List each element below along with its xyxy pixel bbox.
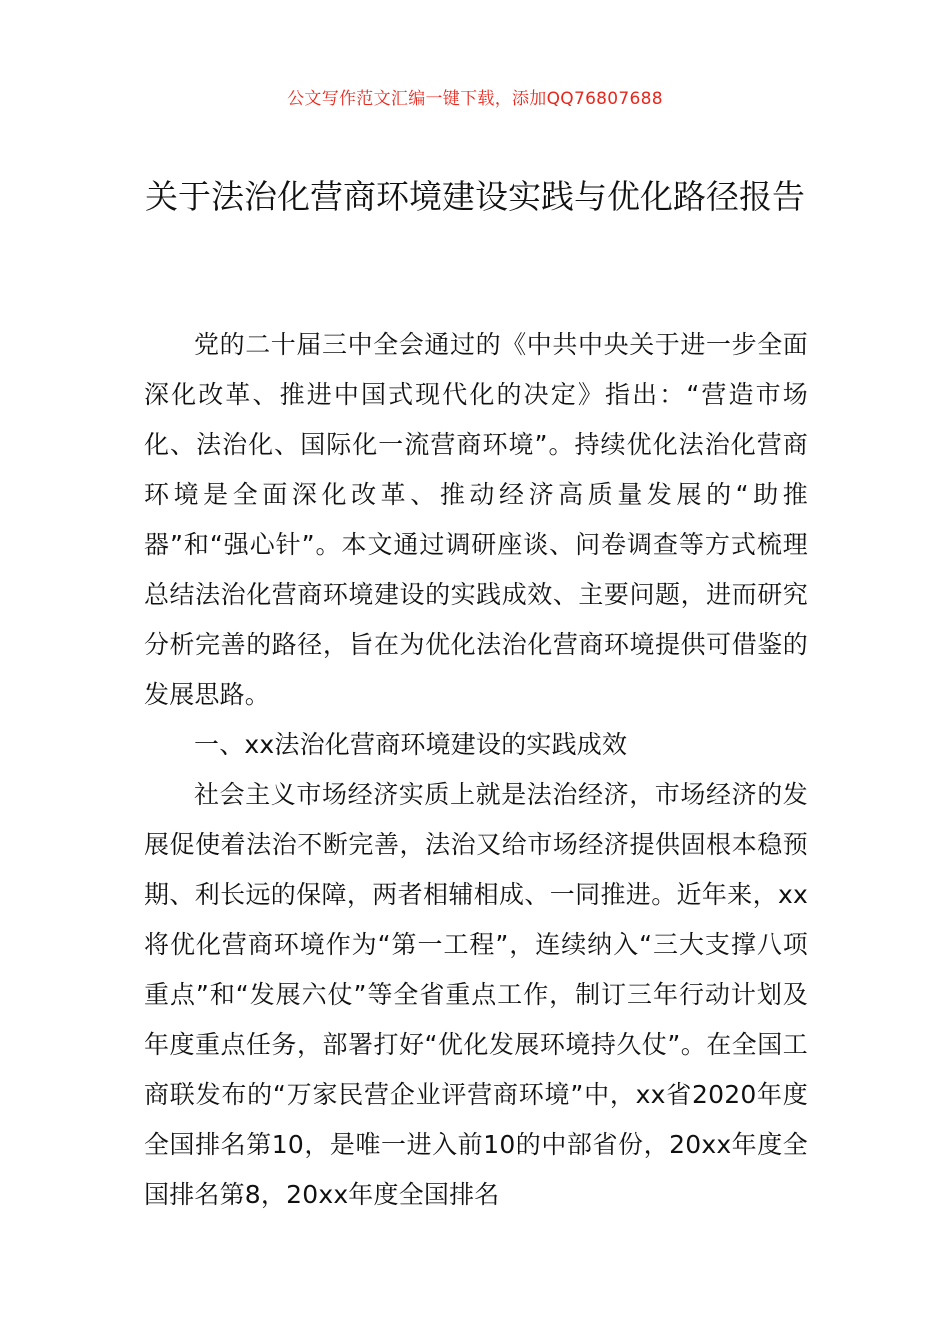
section-heading: 一、xx法治化营商环境建设的实践成效 bbox=[194, 730, 628, 759]
intro-paragraph: 党的二十届三中全会通过的《中共中央关于进一步全面深化改革、推进中国式现代化的决定》指出：“营造市场化、法治化、国际化一流营商环境”。持续优化法治化营商环境是全面深化改革、推动经济高质量发展的“助推器”和“强心针”。本文通过调研座谈、问卷调查等方式梳理总结法治化营商环境建设的实践成效、主要问题，进而研究分析完善的路径，旨在为优化法治化营商环境提供可借鉴的发展思路。 bbox=[144, 330, 808, 709]
document-body bbox=[144, 320, 808, 1220]
promo-header-text[interactable]: 公文写作范文汇编一键下载，添加QQ76807688 bbox=[287, 89, 663, 109]
section-paragraph: 社会主义市场经济实质上就是法治经济，市场经济的发展促使着法治不断完善，法治又给市场经济提供固根本稳预期、利长远的保障，两者相辅相成、一同推进。近年来，xx将优化营商环境作为“第一工程”，连续纳入“三大支撑八项重点”和“发展六仗”等全省重点工作，制订三年行动计划及年度重点任务，部署打好“优化发展环境持久仗”。在全国工商联发布的“万家民营企业评营商环境”中，xx省2020年度全国排名第10，是唯一进入前10的中部省份，20xx年度全国排名第8，20xx年度全国排名 bbox=[144, 780, 808, 1209]
document-title: 关于法治化营商环境建设实践与优化路径报告 bbox=[145, 177, 805, 216]
